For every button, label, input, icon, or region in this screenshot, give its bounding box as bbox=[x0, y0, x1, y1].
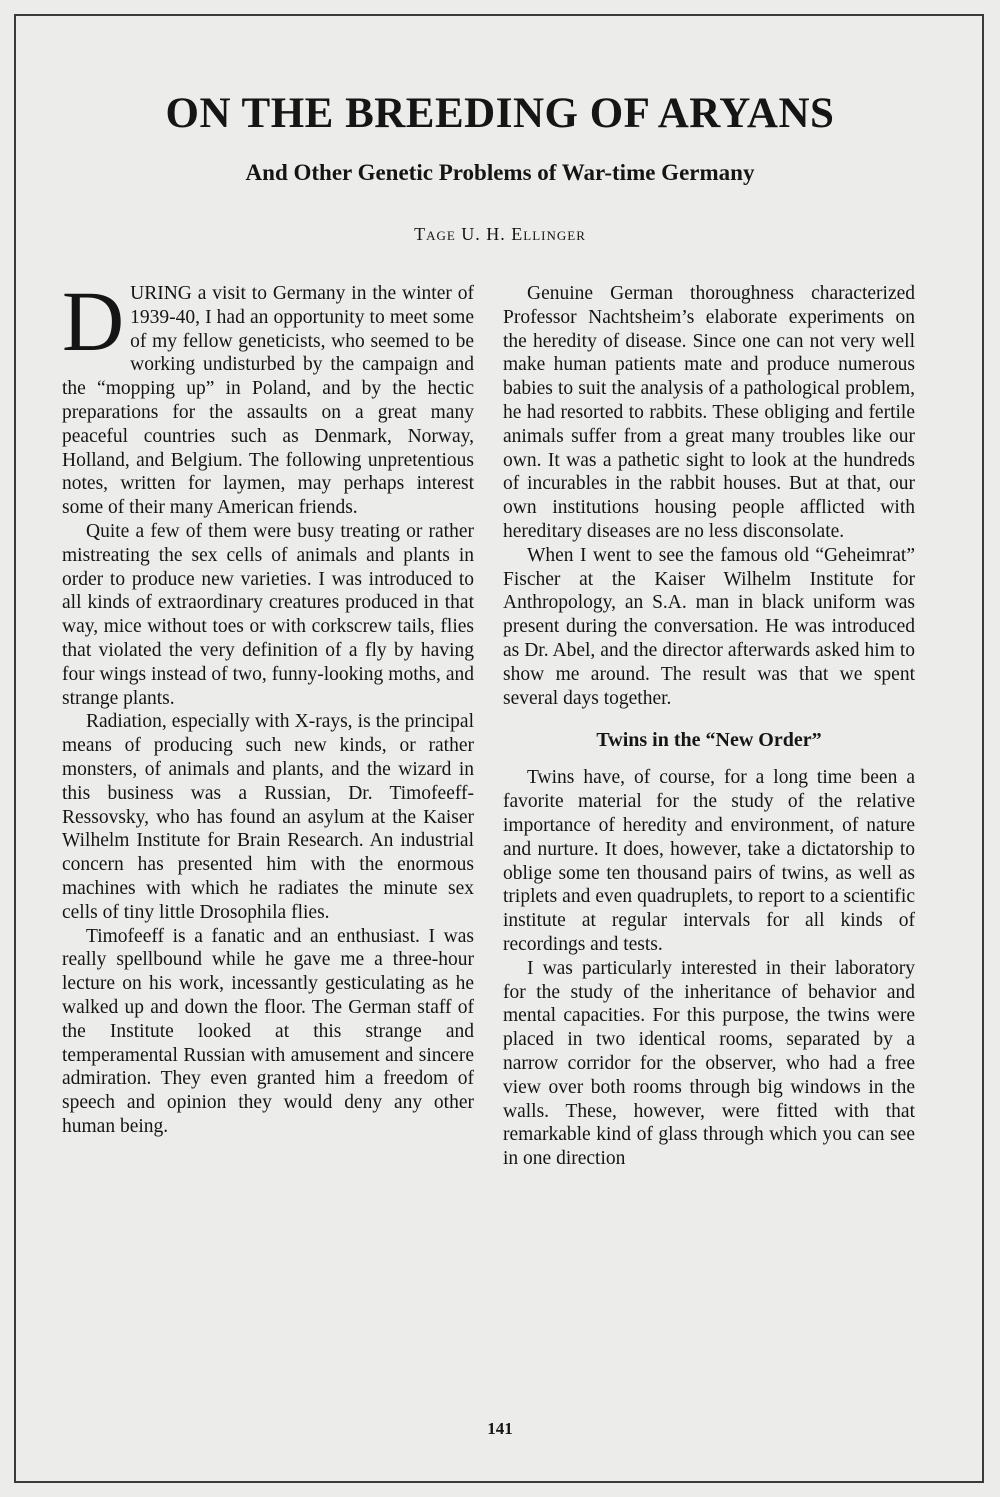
left-column bbox=[62, 273, 474, 1139]
article-author: Tage U. H. Ellinger bbox=[414, 224, 586, 244]
paragraph: Timofeeff is a fanatic and an enthusiast. I was really spellbound while he gave me a three-hour lecture on his work, incessantly gesticulating as he walked up and down the floor. The German staff of the Institute looked at this strange and temperamental Russian with amusement and sincere admiration. They even granted him a freedom of speech and opinion they would deny any other human being. bbox=[62, 925, 474, 1137]
section-heading: Twins in the “New Order” bbox=[596, 729, 822, 752]
right-column bbox=[503, 282, 915, 1171]
paragraph: Genuine German thoroughness characterized Professor Nachtsheim’s elaborate experiments on the heredity of disease. Since one can not very well make human patients mate and produce numerous babies to suit the analysis of a pathological problem, he had resorted to rabbits. These obliging and fertile animals suffer from a great many troubles like our own. It was a pathetic sight to look at the hundreds of incurables in the rabbit houses. But at that, our own institutions housing people afflicted with hereditary diseases are no less disconsolate. bbox=[503, 283, 915, 542]
article-subtitle: And Other Genetic Problems of War-time Germany bbox=[245, 160, 755, 185]
paragraph: When I went to see the famous old “Geheimrat” Fischer at the Kaiser Wilhelm Institute for Anthropology, an S.A. man in black uniform was present during the conversation. He was introduced as Dr. Abel, and the director afterwards asked him to show me around. The result was that we spent several days together. bbox=[503, 544, 915, 709]
paragraph bbox=[62, 273, 474, 520]
paragraph: I was particularly interested in their laboratory for the study of the inheritance of behavior and mental capacities. For this purpose, the twins were placed in two identical rooms, separated by a narrow corridor for the observer, who had a free view over both rooms through big windows in the walls. These, however, were fitted with that remarkable kind of glass through which you can see in one direction bbox=[503, 957, 915, 1170]
article-title: ON THE BREEDING OF ARYANS bbox=[165, 90, 835, 137]
paragraph: Radiation, especially with X-rays, is the principal means of producing such new kinds, or rather monsters, of animals and plants, and the wizard in this business was a Russian, Dr. Timofeeff-Ressovsky, who has found an asylum at the Kaiser Wilhelm Institute for Brain Research. An industrial concern has presented him with the enormous machines with which he radiates the minute sex cells of tiny little Drosophila flies. bbox=[62, 711, 474, 923]
paragraph-text: URING a visit to Germany in the winter of 1939-40, I had an opportunity to meet some of my fellow geneticists, who seemed to be working undisturbed by the campaign and the “mopping up” in Poland, and by the hectic preparations for the assaults on a great many peaceful countries such as Denmark, Norway, Holland, and Belgium. The following unpretentious notes, written for laymen, may perhaps interest some of their many American friends. bbox=[62, 283, 474, 519]
paragraph: Quite a few of them were busy treating or rather mistreating the sex cells of animals and plants in order to produce new varieties. I was introduced to all kinds of extraordinary creatures produced in that way, mice without toes or with corkscrew tails, flies that violated the very definition of a fly by having four wings instead of two, funny-looking moths, and strange plants. bbox=[62, 520, 474, 709]
drop-cap: D bbox=[62, 273, 125, 369]
page-number: 141 bbox=[487, 1419, 513, 1438]
paragraph: Twins have, of course, for a long time been a favorite material for the study of the relative importance of heredity and environment, of nature and nurture. It does, however, take a dictatorship to oblige some ten thousand pairs of twins, as well as triplets and even quadruplets, to report to a scientific institute at regular intervals for all kinds of recordings and tests. bbox=[503, 767, 915, 955]
